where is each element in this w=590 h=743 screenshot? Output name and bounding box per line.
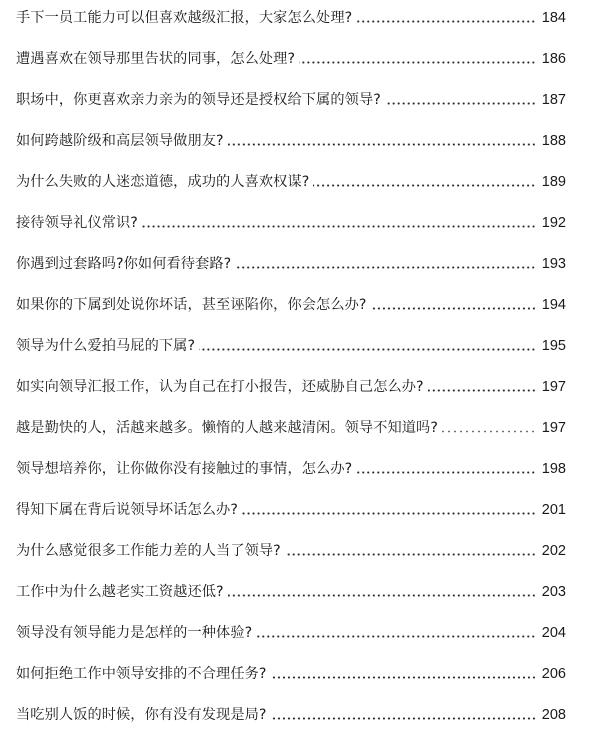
toc-entry[interactable] [16, 494, 566, 520]
entry-page-number: 186 [541, 51, 566, 67]
entry-title: 工作中为什么越老实工资越还低? [16, 584, 224, 600]
dot-leader [271, 676, 536, 679]
entry-page-number: 187 [541, 92, 566, 108]
entry-page-number: 203 [541, 584, 566, 600]
entry-page-number: 189 [541, 174, 566, 190]
dot-leader [285, 553, 536, 556]
entry-page-number: 197 [541, 420, 566, 436]
entry-title: 如何拒绝工作中领导安排的不合理任务? [16, 666, 267, 682]
entry-page-number: 197 [541, 379, 566, 395]
toc-entry[interactable] [16, 699, 566, 725]
entry-page-number: 202 [541, 543, 566, 559]
entry-title: 为什么失败的人迷恋道德，成功的人喜欢权谋? [16, 174, 310, 190]
dot-leader [299, 61, 536, 64]
dot-leader [313, 184, 536, 187]
entry-title: 领导没有领导能力是怎样的一种体验? [16, 625, 253, 641]
toc-entry[interactable] [16, 84, 566, 110]
toc-entry[interactable] [16, 412, 566, 438]
toc-entry[interactable] [16, 371, 566, 397]
dot-leader [235, 266, 536, 269]
dot-leader [271, 717, 536, 720]
toc-entry[interactable] [16, 617, 566, 643]
dot-leader [228, 143, 536, 146]
toc-entry[interactable] [16, 166, 566, 192]
entry-page-number: 201 [541, 502, 566, 518]
toc-entry[interactable] [16, 2, 566, 28]
dot-leader [242, 512, 536, 515]
entry-title: 领导想培养你，让你做你没有接触过的事情，怎么办? [16, 461, 353, 477]
entry-page-number: 193 [541, 256, 566, 272]
entry-page-number: 194 [541, 297, 566, 313]
entry-title: 如实向领导汇报工作，认为自己在打小报告，还威胁自己怎么办? [16, 379, 424, 395]
dot-leader [356, 471, 536, 474]
entry-page-number: 188 [541, 133, 566, 149]
entry-title: 手下一员工能力可以但喜欢越级汇报，大家怎么处理? [16, 10, 353, 26]
entry-title: 如何跨越阶级和高层领导做朋友? [16, 133, 224, 149]
entry-page-number: 206 [541, 666, 566, 682]
entry-title: 当吃别人饭的时候，你有没有发现是局? [16, 707, 267, 723]
dot-leader [228, 594, 536, 597]
dot-leader [385, 102, 536, 105]
toc-entry[interactable] [16, 576, 566, 602]
dot-leader [442, 430, 536, 433]
dot-leader [199, 348, 536, 351]
dot-leader [428, 389, 536, 392]
toc-entry[interactable] [16, 658, 566, 684]
toc-entry[interactable] [16, 330, 566, 356]
toc-entry[interactable] [16, 248, 566, 274]
dot-leader [371, 307, 536, 310]
toc-entry[interactable] [16, 207, 566, 233]
entry-page-number: 195 [541, 338, 566, 354]
entry-page-number: 184 [541, 10, 566, 26]
entry-title: 职场中，你更喜欢亲力亲为的领导还是授权给下属的领导? [16, 92, 381, 108]
dot-leader [256, 635, 536, 638]
toc-entry[interactable] [16, 453, 566, 479]
toc-entry[interactable] [16, 125, 566, 151]
toc-entry[interactable] [16, 535, 566, 561]
entry-page-number: 204 [541, 625, 566, 641]
toc-entry[interactable] [16, 43, 566, 69]
entry-page-number: 192 [541, 215, 566, 231]
entry-title: 遭遇喜欢在领导那里告状的同事，怎么处理? [16, 51, 296, 67]
toc-entry[interactable] [16, 289, 566, 315]
dot-leader [356, 20, 536, 23]
entry-title: 越是勤快的人，活越来越多。懒惰的人越来越清闲。领导不知道吗? [16, 420, 438, 436]
dot-leader [142, 225, 536, 228]
entry-title: 得知下属在背后说领导坏话怎么办? [16, 502, 238, 518]
entry-page-number: 208 [541, 707, 566, 723]
entry-title: 为什么感觉很多工作能力差的人当了领导? [16, 543, 281, 559]
entry-title: 领导为什么爱拍马屁的下属? [16, 338, 196, 354]
entry-page-number: 198 [541, 461, 566, 477]
entry-title: 接待领导礼仪常识? [16, 215, 138, 231]
entry-title: 如果你的下属到处说你坏话，甚至诬陷你，你会怎么办? [16, 297, 367, 313]
entry-title: 你遇到过套路吗?你如何看待套路? [16, 256, 232, 272]
